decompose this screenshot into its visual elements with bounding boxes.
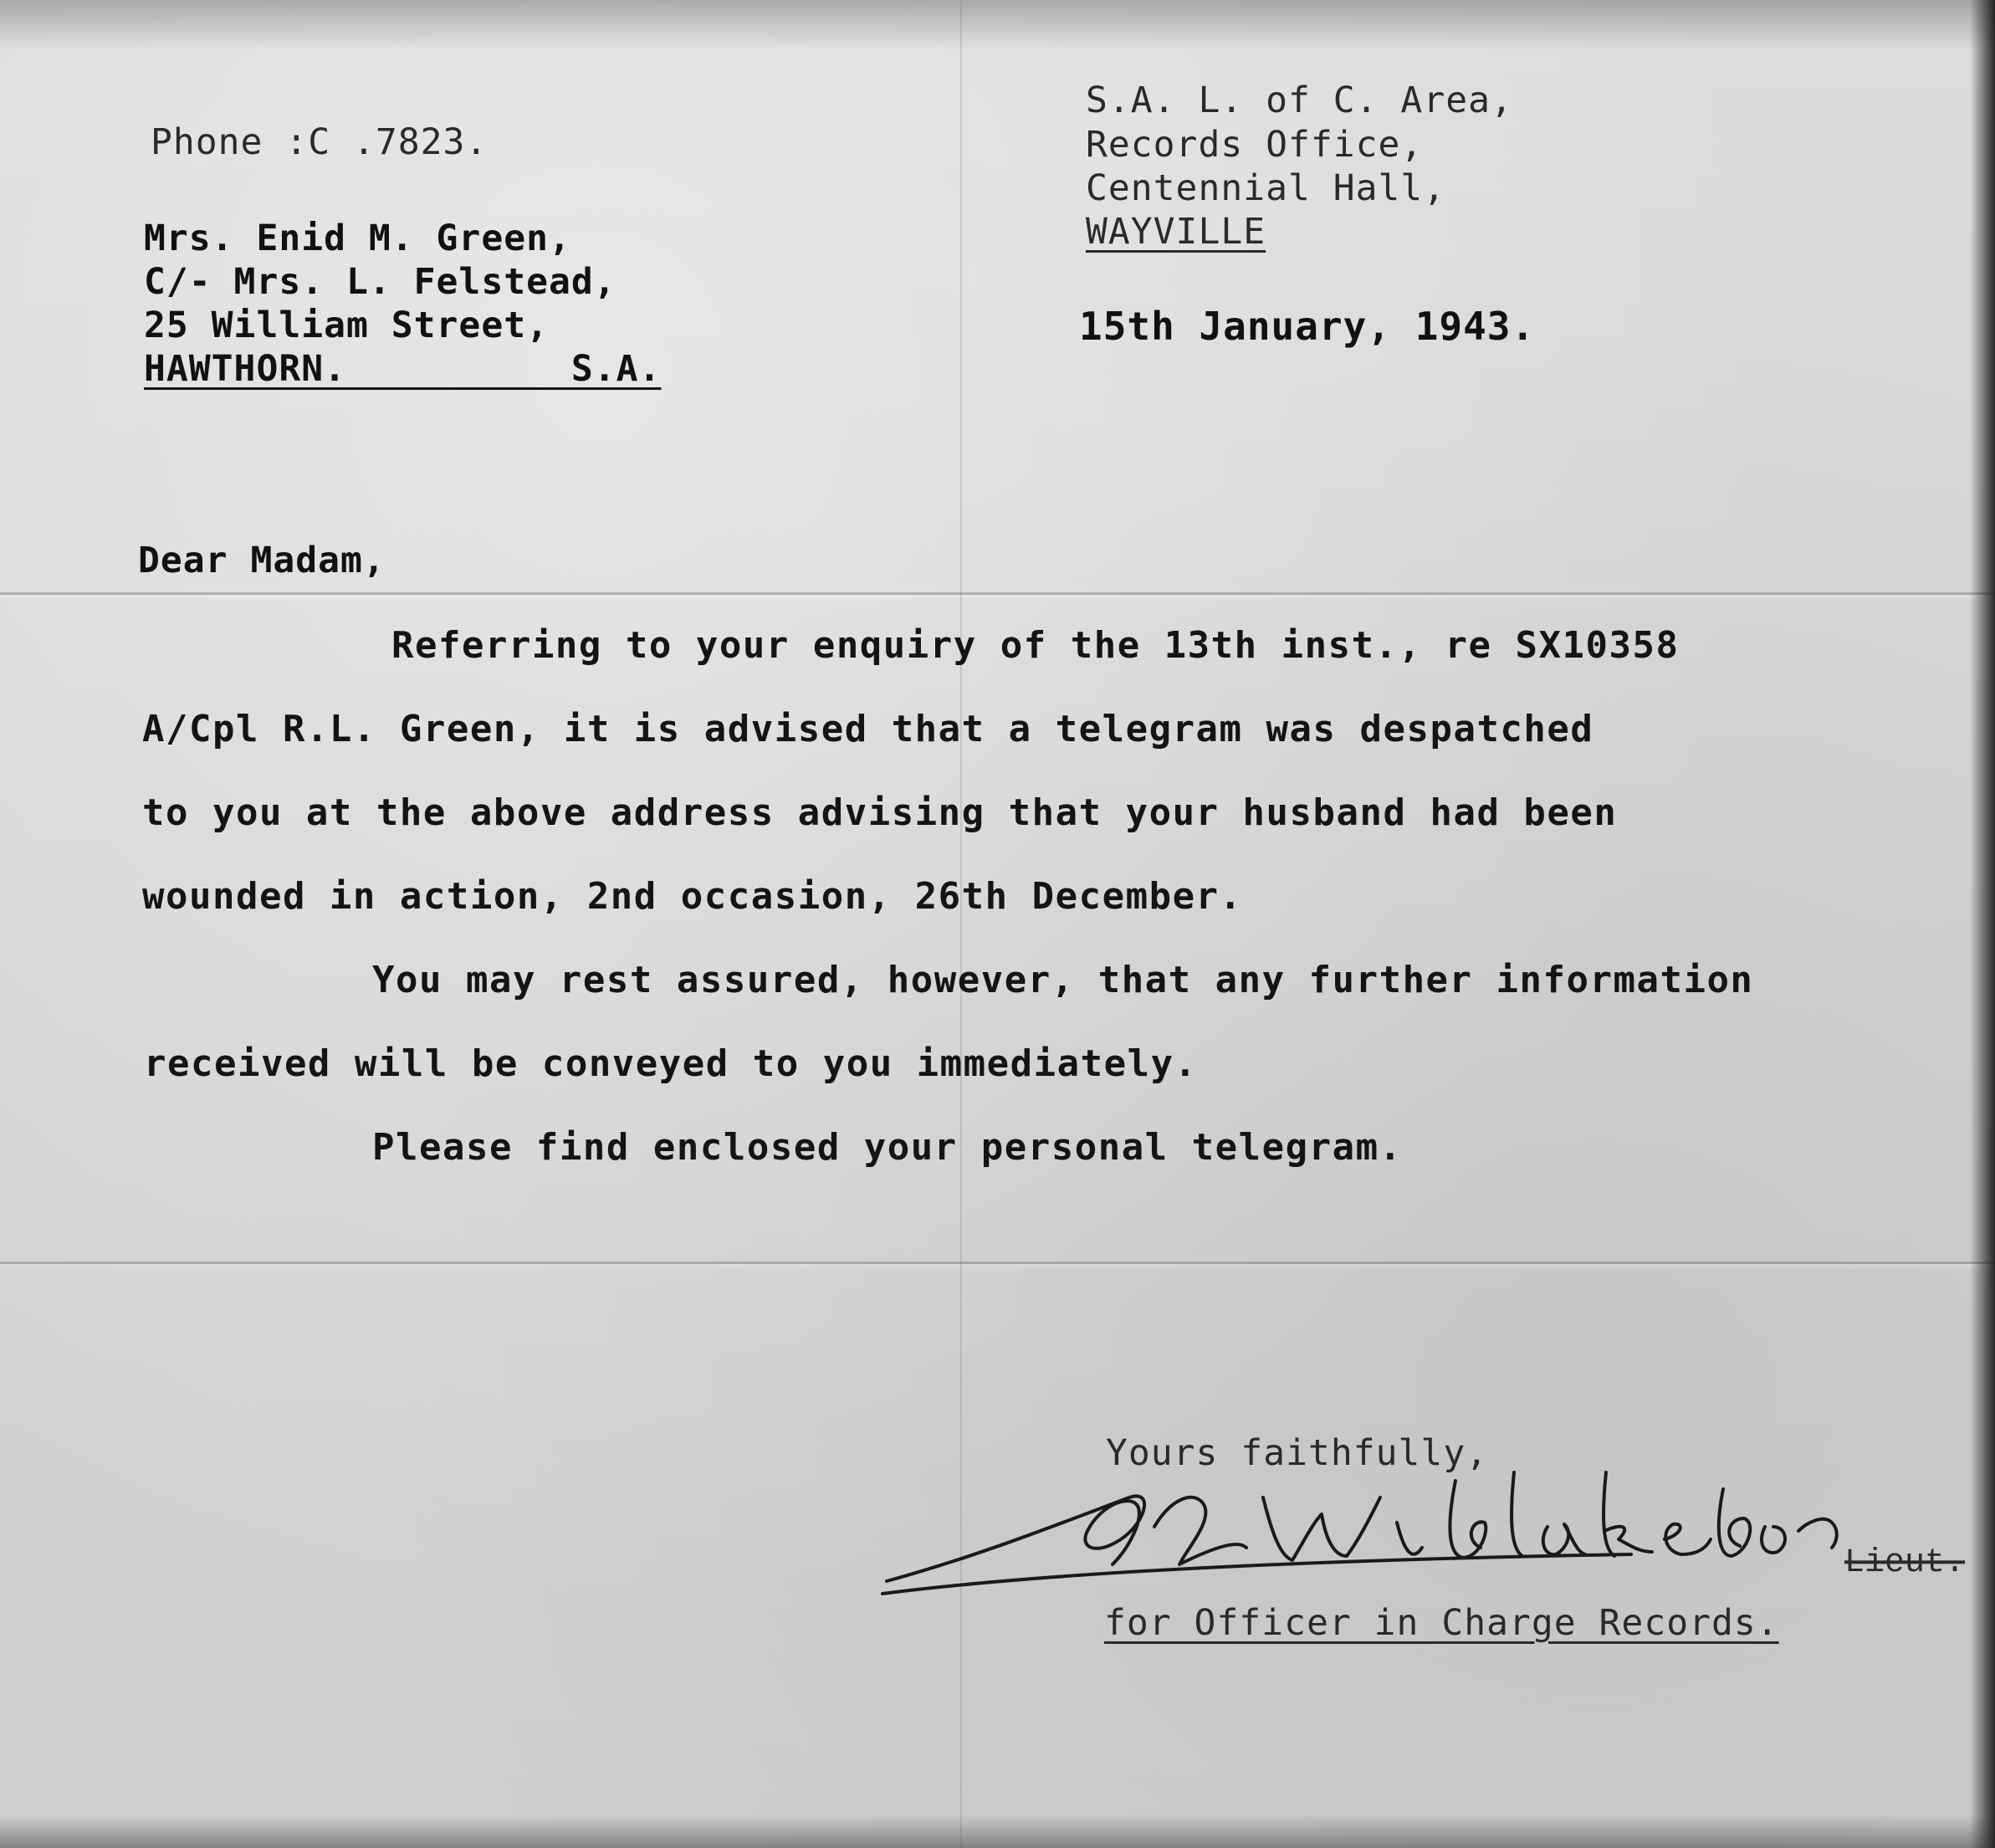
struck-rank: Lieut. bbox=[1844, 1544, 1966, 1582]
handwritten-signature bbox=[878, 1447, 1966, 1606]
salutation: Dear Madam, bbox=[138, 540, 386, 581]
recipient-line-4: HAWTHORN. S.A. bbox=[144, 348, 662, 390]
recipient-line-1: Mrs. Enid M. Green, bbox=[144, 218, 571, 259]
letter-date: 15th January, 1943. bbox=[1079, 304, 1536, 349]
sender-line-1: S.A. L. of C. Area, bbox=[1086, 79, 1513, 121]
paper-top-edge bbox=[0, 0, 1995, 50]
fold-line-lower bbox=[0, 1262, 1995, 1264]
body-line-7: Please find enclosed your personal telegram. bbox=[372, 1126, 1403, 1169]
paper-right-edge bbox=[1970, 0, 1995, 1848]
sender-line-4: WAYVILLE bbox=[1086, 211, 1266, 253]
recipient-line-3: 25 William Street, bbox=[144, 305, 549, 346]
body-line-2: A/Cpl R.L. Green, it is advised that a telegram was despatched bbox=[142, 708, 1594, 750]
sender-line-3: Centennial Hall, bbox=[1086, 167, 1446, 209]
body-line-4: wounded in action, 2nd occasion, 26th December. bbox=[142, 875, 1243, 918]
sender-line-2: Records Office, bbox=[1086, 124, 1424, 166]
signatory-title: for Officer in Charge Records. bbox=[1104, 1602, 1779, 1644]
body-line-1: Referring to your enquiry of the 13th inst., re SX10358 bbox=[391, 624, 1680, 667]
closing: Yours faithfully, bbox=[1106, 1432, 1489, 1474]
paper-bottom-edge bbox=[0, 1815, 1995, 1848]
body-line-3: to you at the above address advising that your husband had been bbox=[142, 791, 1618, 834]
body-line-6: received will be conveyed to you immediately. bbox=[144, 1042, 1198, 1085]
phone-number: Phone :C .7823. bbox=[151, 121, 489, 163]
fold-line-upper bbox=[0, 592, 1995, 595]
body-line-5: You may rest assured, however, that any further information bbox=[372, 959, 1754, 1001]
recipient-line-2: C/- Mrs. L. Felstead, bbox=[144, 261, 616, 303]
signature-name: L.L. Widlake bbox=[1803, 1573, 1808, 1574]
